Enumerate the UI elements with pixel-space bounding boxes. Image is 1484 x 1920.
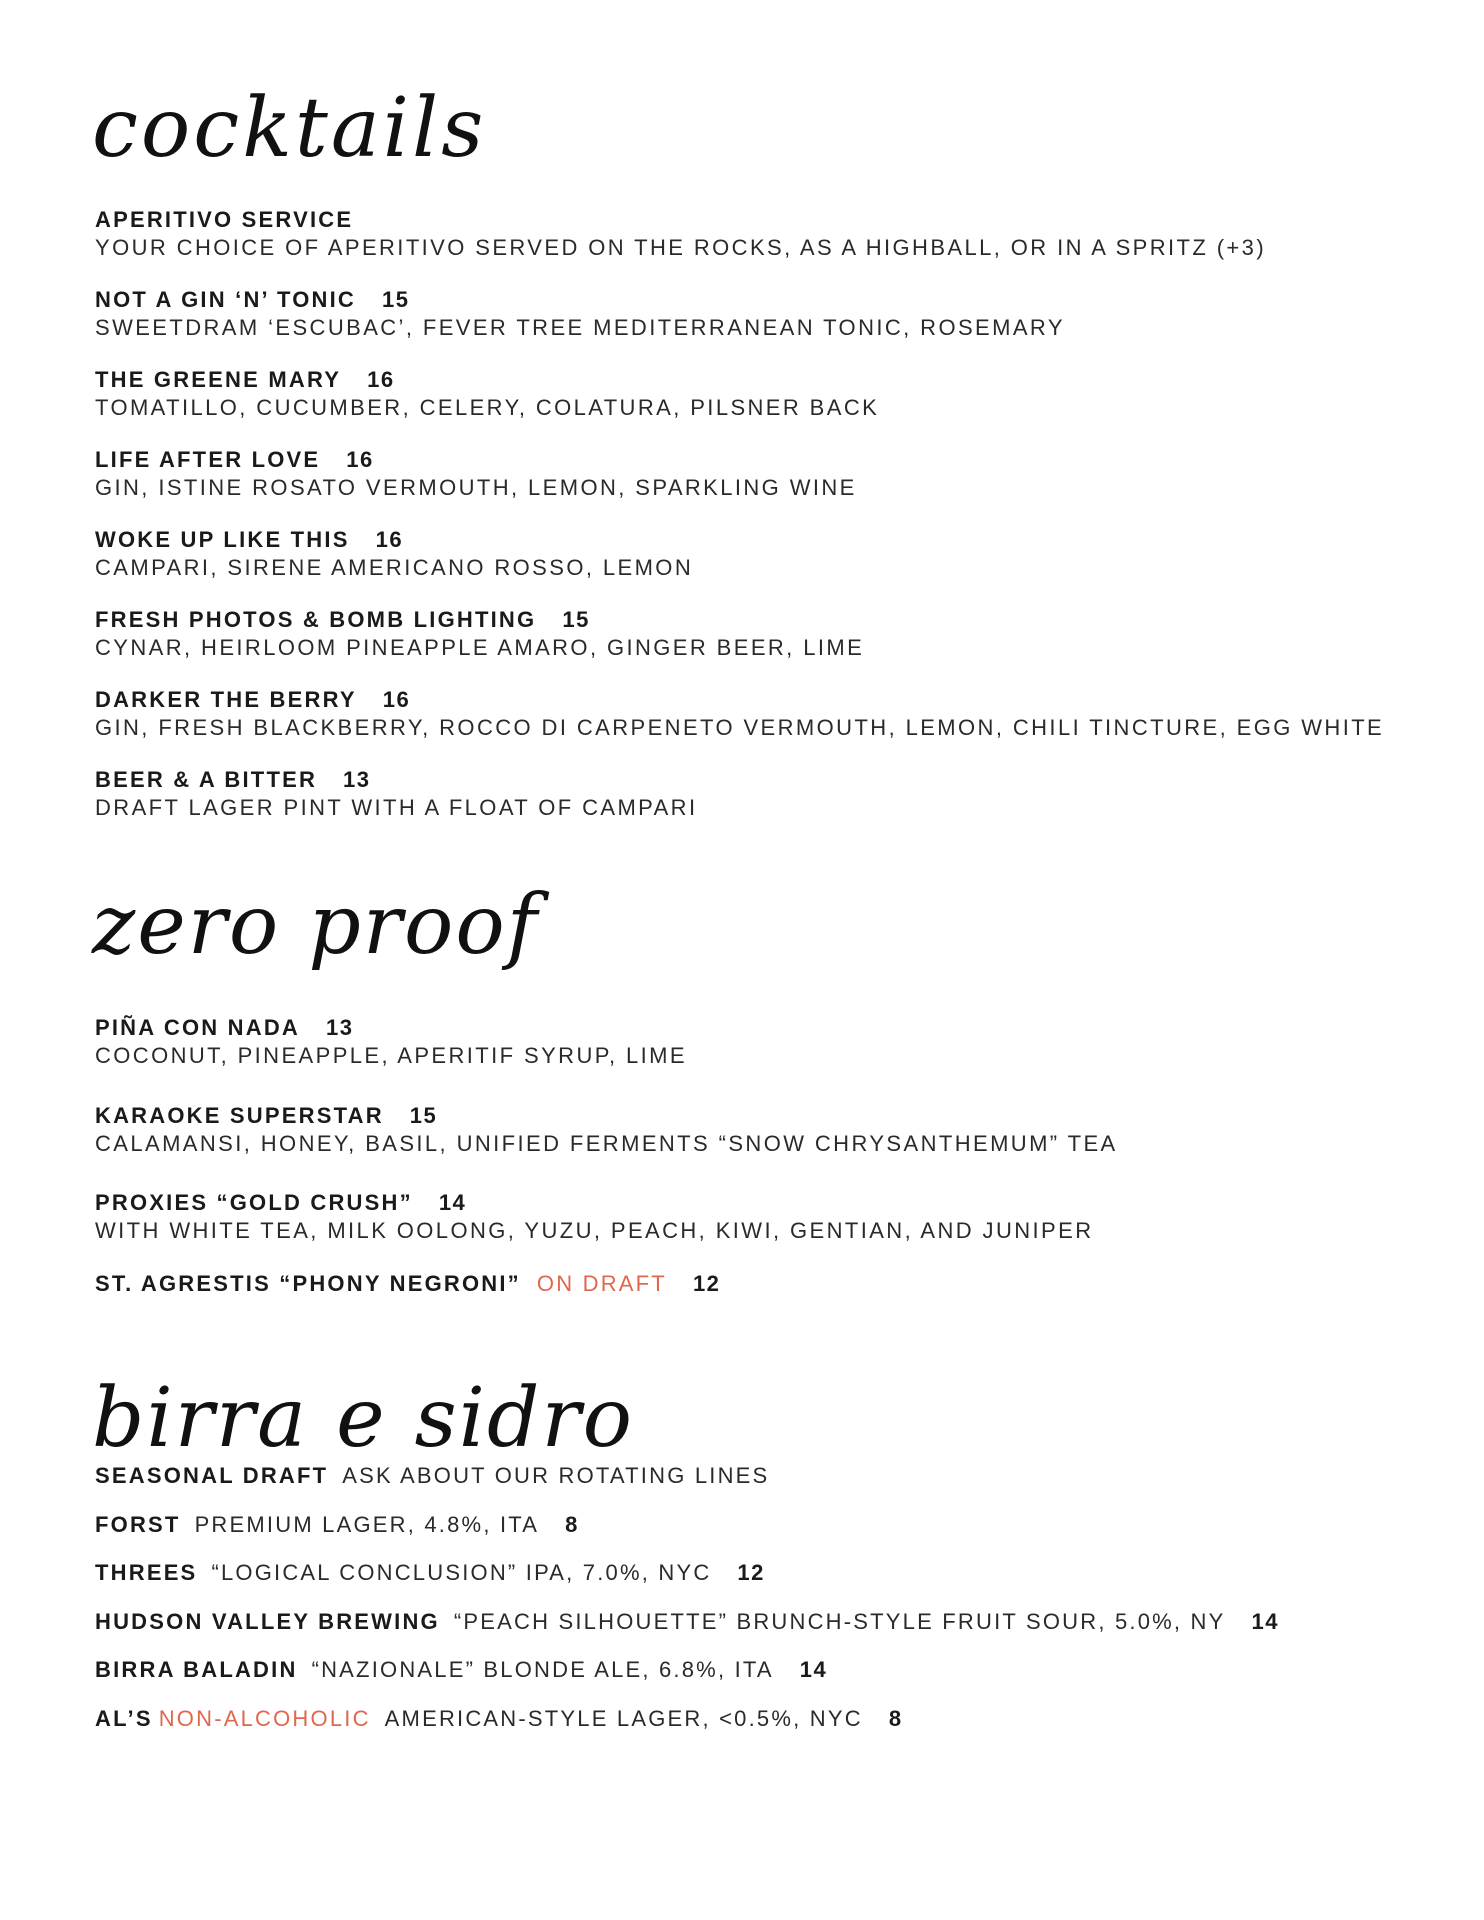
non-alcoholic-label: NON-ALCOHOLIC bbox=[158, 1706, 371, 1731]
menu-item-aperitivo-service bbox=[95, 206, 1266, 262]
item-description: CAMPARI, SIRENE AMERICANO ROSSO, LEMON bbox=[95, 555, 694, 580]
item-name: SEASONAL DRAFT bbox=[95, 1463, 329, 1488]
item-price: 13 bbox=[343, 767, 371, 792]
item-name: HUDSON VALLEY BREWING bbox=[95, 1609, 440, 1634]
item-price: 12 bbox=[692, 1271, 721, 1296]
item-description: GIN, FRESH BLACKBERRY, ROCCO DI CARPENETO VERMOUTH, LEMON, CHILI TINCTURE, EGG WHITE bbox=[95, 715, 1385, 740]
menu-item-the-greene-mary bbox=[95, 366, 879, 422]
item-price: 16 bbox=[367, 367, 395, 392]
on-draft-label: ON DRAFT bbox=[536, 1271, 667, 1296]
item-name: LIFE AFTER LOVE bbox=[95, 447, 321, 472]
item-description: AMERICAN-STYLE LAGER, <0.5%, NYC bbox=[384, 1706, 863, 1731]
item-description: “LOGICAL CONCLUSION” IPA, 7.0%, NYC bbox=[211, 1560, 712, 1585]
item-description: ASK ABOUT OUR ROTATING LINES bbox=[342, 1463, 770, 1488]
item-name: FRESH PHOTOS & BOMB LIGHTING bbox=[95, 607, 537, 632]
item-description: CYNAR, HEIRLOOM PINEAPPLE AMARO, GINGER BEER, LIME bbox=[95, 635, 865, 660]
menu-item-beer-and-a-bitter bbox=[95, 766, 697, 822]
item-name: WOKE UP LIKE THIS bbox=[95, 527, 350, 552]
item-price: 14 bbox=[1251, 1609, 1279, 1634]
item-price: 14 bbox=[438, 1190, 467, 1215]
item-name: THE GREENE MARY bbox=[95, 367, 342, 392]
menu-item-als-non-alcoholic bbox=[95, 1705, 903, 1733]
menu-item-hudson-valley-brewing bbox=[95, 1608, 1279, 1636]
item-price: 15 bbox=[409, 1103, 438, 1128]
item-description: “NAZIONALE” BLONDE ALE, 6.8%, ITA bbox=[311, 1657, 774, 1682]
item-price: 15 bbox=[562, 607, 590, 632]
menu-item-proxies-gold-crush bbox=[95, 1189, 1093, 1245]
menu-item-threes bbox=[95, 1559, 765, 1587]
item-price: 8 bbox=[565, 1512, 579, 1537]
item-name: DARKER THE BERRY bbox=[95, 687, 357, 712]
item-name: THREES bbox=[95, 1560, 198, 1585]
menu-item-woke-up-like-this bbox=[95, 526, 693, 582]
item-description: PREMIUM LAGER, 4.8%, ITA bbox=[194, 1512, 540, 1537]
menu-item-fresh-photos-bomb-lighting bbox=[95, 606, 864, 662]
menu-item-birra-baladin bbox=[95, 1656, 827, 1684]
item-description: YOUR CHOICE OF APERITIVO SERVED ON THE ROCKS, AS A HIGHBALL, OR IN A SPRITZ (+3) bbox=[95, 235, 1267, 260]
menu-item-pina-con-nada bbox=[95, 1014, 687, 1070]
item-description: “PEACH SILHOUETTE” BRUNCH-STYLE FRUIT SOUR, 5.0%, NY bbox=[453, 1609, 1226, 1634]
section-title-birra-e-sidro: birra e sidro bbox=[92, 1371, 635, 1466]
item-price: 8 bbox=[888, 1706, 903, 1731]
item-name: FORST bbox=[95, 1512, 181, 1537]
menu-item-darker-the-berry bbox=[95, 686, 1384, 742]
item-price: 14 bbox=[799, 1657, 828, 1682]
item-price: 16 bbox=[375, 527, 404, 552]
item-name: PIÑA CON NADA bbox=[95, 1015, 301, 1040]
menu-item-seasonal-draft bbox=[95, 1462, 769, 1490]
menu-item-karaoke-superstar bbox=[95, 1102, 1118, 1158]
menu-item-phony-negroni bbox=[95, 1270, 720, 1298]
item-description: SWEETDRAM ‘ESCUBAC’, FEVER TREE MEDITERRANEAN TONIC, ROSEMARY bbox=[95, 315, 1065, 340]
item-description: GIN, ISTINE ROSATO VERMOUTH, LEMON, SPARKLING WINE bbox=[95, 475, 857, 500]
item-name: APERITIVO SERVICE bbox=[95, 207, 354, 232]
menu-item-forst bbox=[95, 1511, 579, 1539]
item-name: ST. AGRESTIS “PHONY NEGRONI” bbox=[95, 1271, 521, 1296]
section-title-cocktails: cocktails bbox=[92, 81, 487, 176]
item-name: AL’S bbox=[95, 1706, 153, 1731]
menu-item-life-after-love bbox=[95, 446, 857, 502]
item-price: 15 bbox=[382, 287, 410, 312]
item-name: KARAOKE SUPERSTAR bbox=[95, 1103, 384, 1128]
menu-item-not-a-gin-n-tonic bbox=[95, 286, 1065, 342]
item-name: NOT A GIN ‘N’ TONIC bbox=[95, 287, 356, 312]
item-description: DRAFT LAGER PINT WITH A FLOAT OF CAMPARI bbox=[95, 795, 698, 820]
item-description: CALAMANSI, HONEY, BASIL, UNIFIED FERMENTS “SNOW CHRYSANTHEMUM” TEA bbox=[95, 1131, 1118, 1156]
item-price: 16 bbox=[346, 447, 374, 472]
item-name: BEER & A BITTER bbox=[95, 767, 318, 792]
item-name: PROXIES “GOLD CRUSH” bbox=[95, 1190, 413, 1215]
item-price: 13 bbox=[326, 1015, 354, 1040]
item-name: BIRRA BALADIN bbox=[95, 1657, 298, 1682]
item-price: 12 bbox=[737, 1560, 765, 1585]
item-description: TOMATILLO, CUCUMBER, CELERY, COLATURA, PILSNER BACK bbox=[95, 395, 880, 420]
item-description: WITH WHITE TEA, MILK OOLONG, YUZU, PEACH, KIWI, GENTIAN, AND JUNIPER bbox=[95, 1218, 1094, 1243]
item-description: COCONUT, PINEAPPLE, APERITIF SYRUP, LIME bbox=[95, 1043, 687, 1068]
item-price: 16 bbox=[382, 687, 411, 712]
section-title-zero-proof: zero proof bbox=[92, 878, 540, 973]
